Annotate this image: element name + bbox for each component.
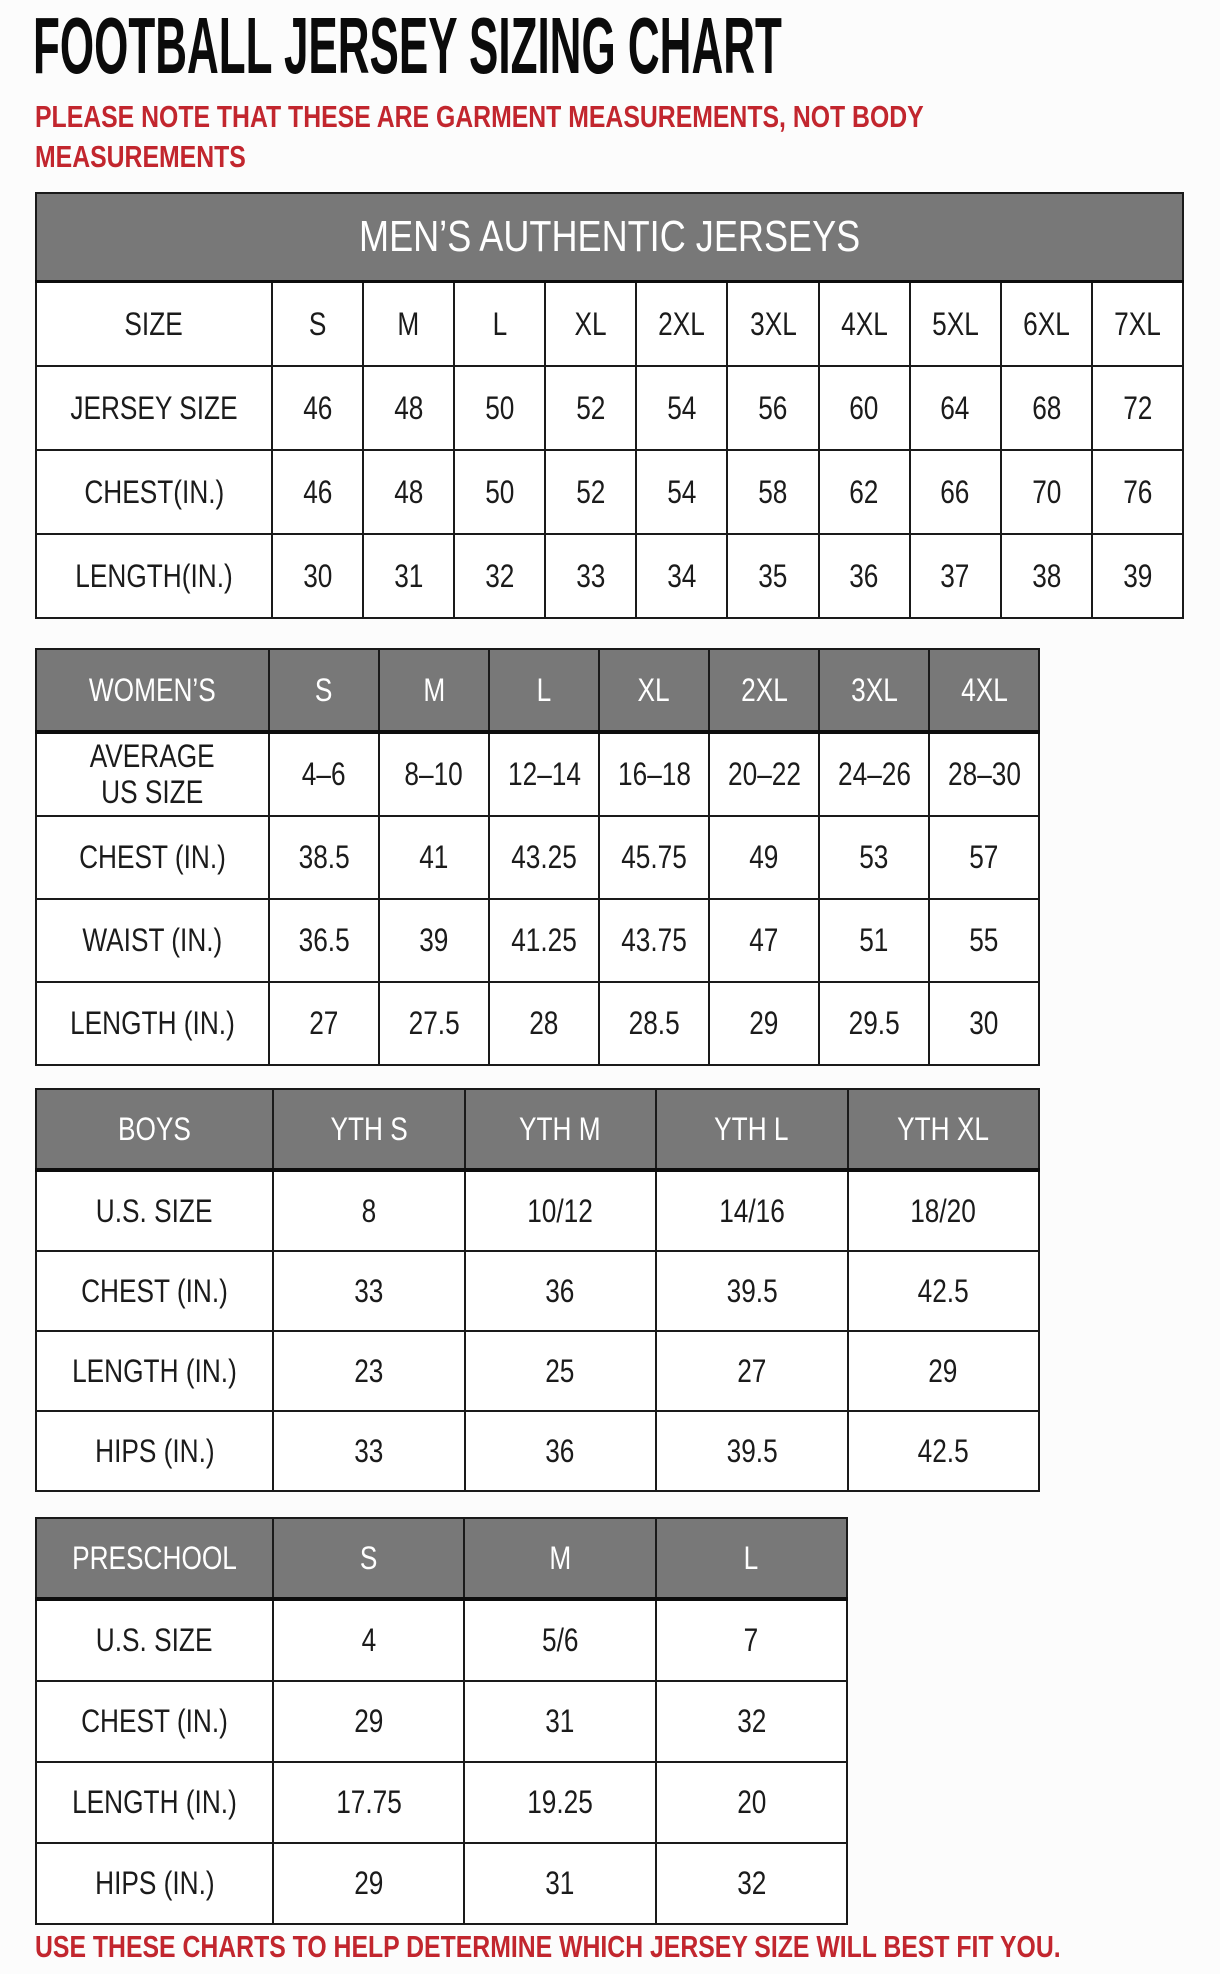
mens-authentic-jerseys-row-label: CHEST(IN.) xyxy=(36,450,272,534)
mens-authentic-jerseys-value-cell: 70 xyxy=(1001,450,1092,534)
boys-value-cell: 14/16 xyxy=(656,1170,848,1251)
mens-authentic-jerseys-value-cell: 48 xyxy=(363,366,454,450)
mens-authentic-jerseys-value-cell: 6XL xyxy=(1001,282,1092,367)
womens-value-cell: 53 xyxy=(819,816,929,899)
boys-row-label: LENGTH (IN.) xyxy=(36,1331,273,1411)
note-line-1: PLEASE NOTE THAT THESE ARE GARMENT MEASUREMENTS, NOT BODY xyxy=(35,99,924,134)
mens-authentic-jerseys-value-cell: 37 xyxy=(910,534,1001,618)
mens-authentic-jerseys-value-cell: 52 xyxy=(545,366,636,450)
boys-row-label: CHEST (IN.) xyxy=(36,1251,273,1331)
boys-row-label: U.S. SIZE xyxy=(36,1170,273,1251)
womens-value-cell: 27.5 xyxy=(379,982,489,1065)
footer-note: USE THESE CHARTS TO HELP DETERMINE WHICH JERSEY SIZE WILL BEST FIT YOU. xyxy=(35,1929,1061,1964)
preschool-value-cell: 17.75 xyxy=(273,1762,464,1843)
mens-authentic-jerseys-row-label: SIZE xyxy=(36,282,272,367)
boys-row-label: HIPS (IN.) xyxy=(36,1411,273,1491)
womens-header-label: WOMEN’S xyxy=(36,649,269,732)
mens-authentic-jerseys-value-cell: S xyxy=(272,282,363,367)
preschool-value-cell: 32 xyxy=(656,1681,847,1762)
mens-authentic-jerseys-value-cell: M xyxy=(363,282,454,367)
womens-value-cell: 57 xyxy=(929,816,1039,899)
boys-value-cell: 29 xyxy=(848,1331,1040,1411)
boys-value-cell: 39.5 xyxy=(656,1251,848,1331)
womens-value-cell: 28 xyxy=(489,982,599,1065)
boys-value-cell: 39.5 xyxy=(656,1411,848,1491)
womens-value-cell: 43.75 xyxy=(599,899,709,982)
womens-value-cell: 41.25 xyxy=(489,899,599,982)
preschool-value-cell: 19.25 xyxy=(464,1762,655,1843)
preschool-value-cell: 5/6 xyxy=(464,1599,655,1681)
boys-value-cell: 27 xyxy=(656,1331,848,1411)
preschool-column-header: S xyxy=(273,1518,464,1599)
preschool-row-label: LENGTH (IN.) xyxy=(36,1762,273,1843)
mens-authentic-jerseys-banner: MEN’S AUTHENTIC JERSEYS xyxy=(36,193,1183,282)
womens-row-label: LENGTH (IN.) xyxy=(36,982,269,1065)
boys-value-cell: 33 xyxy=(273,1251,465,1331)
mens-authentic-jerseys-value-cell: XL xyxy=(545,282,636,367)
womens-value-cell: 39 xyxy=(379,899,489,982)
mens-authentic-jerseys-value-cell: 50 xyxy=(454,450,545,534)
mens-authentic-jerseys-value-cell: 48 xyxy=(363,450,454,534)
mens-authentic-jerseys-value-cell: 54 xyxy=(636,366,727,450)
preschool-column-header: M xyxy=(464,1518,655,1599)
mens-authentic-jerseys-value-cell: 34 xyxy=(636,534,727,618)
note-line-2: MEASUREMENTS xyxy=(35,139,246,174)
mens-authentic-jerseys-row-label: LENGTH(IN.) xyxy=(36,534,272,618)
boys-value-cell: 42.5 xyxy=(848,1411,1040,1491)
womens-value-cell: 28–30 xyxy=(929,732,1039,816)
mens-authentic-jerseys-value-cell: 58 xyxy=(727,450,818,534)
preschool-value-cell: 32 xyxy=(656,1843,847,1924)
womens-value-cell: 51 xyxy=(819,899,929,982)
mens-authentic-jerseys-value-cell: 52 xyxy=(545,450,636,534)
womens-value-cell: 38.5 xyxy=(269,816,379,899)
boys-value-cell: 23 xyxy=(273,1331,465,1411)
preschool-sizing-table xyxy=(35,1517,848,1925)
womens-value-cell: 45.75 xyxy=(599,816,709,899)
boys-sizing-table xyxy=(35,1088,1040,1492)
preschool-row-label: CHEST (IN.) xyxy=(36,1681,273,1762)
mens-authentic-jerseys-value-cell: 38 xyxy=(1001,534,1092,618)
womens-value-cell: 30 xyxy=(929,982,1039,1065)
mens-authentic-jerseys-value-cell: 50 xyxy=(454,366,545,450)
preschool-column-header: L xyxy=(656,1518,847,1599)
womens-value-cell: 27 xyxy=(269,982,379,1065)
preschool-value-cell: 29 xyxy=(273,1681,464,1762)
preschool-value-cell: 29 xyxy=(273,1843,464,1924)
womens-column-header: S xyxy=(269,649,379,732)
page-title: FOOTBALL JERSEY SIZING CHART xyxy=(33,1,782,90)
womens-column-header: 4XL xyxy=(929,649,1039,732)
mens-authentic-jerseys-value-cell: 5XL xyxy=(910,282,1001,367)
mens-authentic-jerseys-value-cell: 4XL xyxy=(819,282,910,367)
womens-value-cell: 29 xyxy=(709,982,819,1065)
womens-value-cell: 24–26 xyxy=(819,732,929,816)
boys-value-cell: 18/20 xyxy=(848,1170,1040,1251)
womens-value-cell: 43.25 xyxy=(489,816,599,899)
mens-authentic-jerseys-value-cell: 76 xyxy=(1092,450,1183,534)
boys-value-cell: 36 xyxy=(465,1411,657,1491)
mens-authentic-jerseys-value-cell: 64 xyxy=(910,366,1001,450)
boys-column-header: YTH M xyxy=(465,1089,657,1170)
mens-authentic-jerseys-value-cell: 54 xyxy=(636,450,727,534)
mens-authentic-jerseys-value-cell: 7XL xyxy=(1092,282,1183,367)
preschool-value-cell: 20 xyxy=(656,1762,847,1843)
womens-value-cell: 29.5 xyxy=(819,982,929,1065)
womens-column-header: 2XL xyxy=(709,649,819,732)
womens-column-header: M xyxy=(379,649,489,732)
mens-authentic-jerseys-value-cell: 2XL xyxy=(636,282,727,367)
boys-column-header: YTH L xyxy=(656,1089,848,1170)
womens-row-label: CHEST (IN.) xyxy=(36,816,269,899)
boys-value-cell: 25 xyxy=(465,1331,657,1411)
mens-authentic-jerseys-table xyxy=(35,192,1184,619)
mens-authentic-jerseys-value-cell: 33 xyxy=(545,534,636,618)
mens-authentic-jerseys-value-cell: 56 xyxy=(727,366,818,450)
mens-authentic-jerseys-value-cell: L xyxy=(454,282,545,367)
womens-value-cell: 20–22 xyxy=(709,732,819,816)
womens-value-cell: 12–14 xyxy=(489,732,599,816)
womens-value-cell: 8–10 xyxy=(379,732,489,816)
mens-authentic-jerseys-value-cell: 46 xyxy=(272,366,363,450)
preschool-row-label: U.S. SIZE xyxy=(36,1599,273,1681)
boys-column-header: YTH S xyxy=(273,1089,465,1170)
preschool-value-cell: 31 xyxy=(464,1681,655,1762)
preschool-value-cell: 4 xyxy=(273,1599,464,1681)
womens-column-header: 3XL xyxy=(819,649,929,732)
mens-authentic-jerseys-value-cell: 68 xyxy=(1001,366,1092,450)
womens-value-cell: 41 xyxy=(379,816,489,899)
preschool-value-cell: 7 xyxy=(656,1599,847,1681)
garment-measurements-note xyxy=(35,97,924,177)
boys-column-header: YTH XL xyxy=(848,1089,1040,1170)
boys-value-cell: 10/12 xyxy=(465,1170,657,1251)
mens-authentic-jerseys-value-cell: 30 xyxy=(272,534,363,618)
womens-value-cell: 16–18 xyxy=(599,732,709,816)
mens-authentic-jerseys-value-cell: 72 xyxy=(1092,366,1183,450)
womens-sizing-table xyxy=(35,648,1040,1066)
womens-column-header: XL xyxy=(599,649,709,732)
mens-authentic-jerseys-value-cell: 36 xyxy=(819,534,910,618)
boys-header-label: BOYS xyxy=(36,1089,273,1170)
mens-authentic-jerseys-value-cell: 35 xyxy=(727,534,818,618)
preschool-row-label: HIPS (IN.) xyxy=(36,1843,273,1924)
mens-authentic-jerseys-value-cell: 39 xyxy=(1092,534,1183,618)
womens-value-cell: 36.5 xyxy=(269,899,379,982)
boys-value-cell: 8 xyxy=(273,1170,465,1251)
womens-value-cell: 49 xyxy=(709,816,819,899)
boys-value-cell: 42.5 xyxy=(848,1251,1040,1331)
womens-row-label: WAIST (IN.) xyxy=(36,899,269,982)
mens-authentic-jerseys-value-cell: 32 xyxy=(454,534,545,618)
preschool-value-cell: 31 xyxy=(464,1843,655,1924)
womens-value-cell: 55 xyxy=(929,899,1039,982)
mens-authentic-jerseys-value-cell: 46 xyxy=(272,450,363,534)
womens-row-label: AVERAGE US SIZE xyxy=(36,732,269,816)
womens-column-header: L xyxy=(489,649,599,732)
mens-authentic-jerseys-value-cell: 3XL xyxy=(727,282,818,367)
mens-authentic-jerseys-value-cell: 60 xyxy=(819,366,910,450)
womens-value-cell: 28.5 xyxy=(599,982,709,1065)
mens-authentic-jerseys-value-cell: 66 xyxy=(910,450,1001,534)
preschool-header-label: PRESCHOOL xyxy=(36,1518,273,1599)
boys-value-cell: 36 xyxy=(465,1251,657,1331)
mens-authentic-jerseys-row-label: JERSEY SIZE xyxy=(36,366,272,450)
mens-authentic-jerseys-value-cell: 31 xyxy=(363,534,454,618)
boys-value-cell: 33 xyxy=(273,1411,465,1491)
womens-value-cell: 47 xyxy=(709,899,819,982)
mens-authentic-jerseys-value-cell: 62 xyxy=(819,450,910,534)
womens-value-cell: 4–6 xyxy=(269,732,379,816)
